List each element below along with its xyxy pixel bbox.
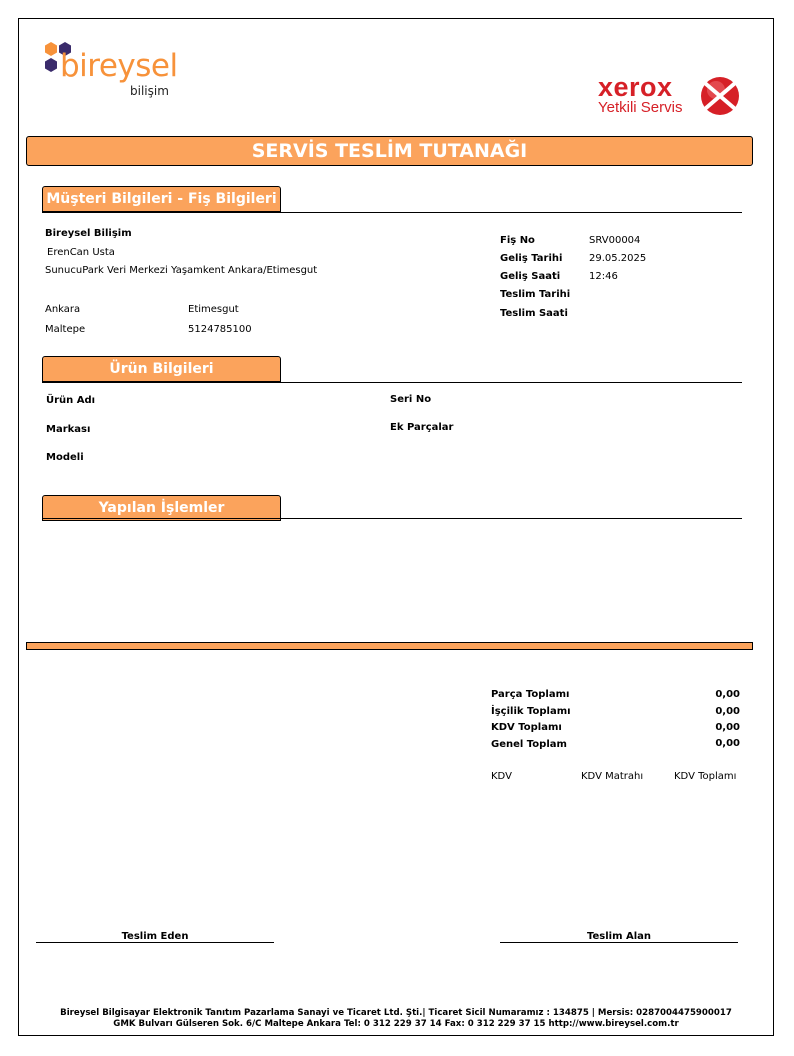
page-border <box>18 18 774 1036</box>
totals-separator-bar <box>26 642 753 650</box>
arrival-time-label: Geliş Saati <box>500 271 561 282</box>
bireysel-logo <box>44 42 184 102</box>
bireysel-logo-word: bireysel <box>60 48 178 84</box>
signature-receiver-label: Teslim Alan <box>586 931 652 942</box>
signature-giver-label: Teslim Eden <box>121 931 189 942</box>
bireysel-logo-sub: bilişim <box>130 84 169 98</box>
vat-sum-col-header: KDV Toplamı <box>674 771 737 782</box>
arrival-date-value: 29.05.2025 <box>589 253 647 264</box>
xerox-logo-word: xerox <box>598 72 673 102</box>
customer-city: Ankara <box>45 304 81 315</box>
vat-total-value: 0,00 <box>715 722 740 733</box>
section-header-operations: Yapılan İşlemler <box>42 495 281 521</box>
product-model-label: Modeli <box>46 452 84 463</box>
delivery-date-label: Teslim Tarihi <box>500 289 571 300</box>
xerox-logo <box>598 72 748 122</box>
section-header-customer: Müşteri Bilgileri - Fiş Bilgileri <box>42 186 281 212</box>
customer-district: Etimesgut <box>188 304 239 315</box>
customer-company: Bireysel Bilişim <box>45 228 132 239</box>
section-divider <box>42 382 742 383</box>
customer-area: Maltepe <box>45 324 86 335</box>
parts-total-value: 0,00 <box>715 689 740 700</box>
page-title: SERVİS TESLİM TUTANAĞI <box>26 136 753 166</box>
receipt-no-value: SRV00004 <box>589 235 641 246</box>
section-divider <box>42 518 742 519</box>
xerox-logo-sub: Yetkili Servis <box>598 99 683 116</box>
vat-col-header: KDV <box>491 771 512 782</box>
arrival-time-value: 12:46 <box>589 271 618 282</box>
arrival-date-label: Geliş Tarihi <box>500 253 563 264</box>
grand-total-label: Genel Toplam <box>491 739 567 750</box>
parts-total-label: Parça Toplamı <box>491 689 570 700</box>
signature-receiver-line <box>500 942 738 943</box>
customer-phone: 5124785100 <box>188 324 252 335</box>
receipt-no-label: Fiş No <box>500 235 535 246</box>
labor-total-label: İşçilik Toplamı <box>491 706 571 717</box>
grand-total-value: 0,00 <box>715 738 740 749</box>
customer-address: SunucuPark Veri Merkezi Yaşamkent Ankara/Etimesgut <box>45 265 318 276</box>
footer-company-line: Bireysel Bilgisayar Elektronik Tanıtım Pazarlama Sanayi ve Ticaret Ltd. Şti.| Ticaret Sicil Numaramız : 134875 | Mersis: 0287004475900017 <box>60 1008 732 1018</box>
delivery-time-label: Teslim Saati <box>500 308 568 319</box>
serial-no-label: Seri No <box>390 394 432 405</box>
vat-total-label: KDV Toplamı <box>491 722 562 733</box>
xerox-sphere-icon <box>700 76 740 116</box>
footer-address-line: GMK Bulvarı Gülseren Sok. 6/C Maltepe Ankara Tel: 0 312 229 37 14 Fax: 0 312 229 37 15 http://www.bireysel.com.tr <box>113 1019 679 1029</box>
section-divider <box>42 212 742 213</box>
product-brand-label: Markası <box>46 424 91 435</box>
signature-giver-line <box>36 942 274 943</box>
labor-total-value: 0,00 <box>715 706 740 717</box>
section-header-product: Ürün Bilgileri <box>42 356 281 382</box>
extra-parts-label: Ek Parçalar <box>390 422 454 433</box>
product-name-label: Ürün Adı <box>46 395 96 406</box>
customer-contact: ErenCan Usta <box>47 247 115 258</box>
vat-base-col-header: KDV Matrahı <box>581 771 644 782</box>
